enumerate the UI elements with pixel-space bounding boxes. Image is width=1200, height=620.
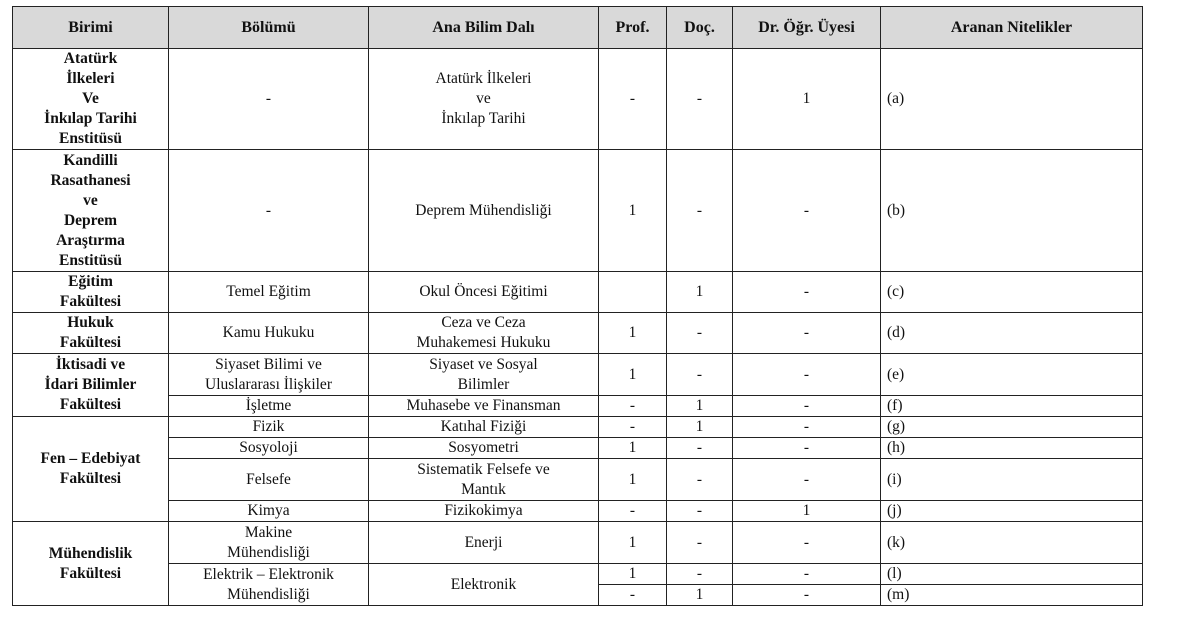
unit-fen-edebiyat: Fen – Edebiyat Fakültesi [13,417,169,522]
table-row [13,564,1143,585]
prof-cell: - [599,49,667,150]
doc-cell: - [667,459,733,501]
dr-cell: 1 [733,49,881,150]
header-row [13,7,1143,49]
unit-kandilli: Kandilli Rasathanesi ve Deprem Araştırma Enstitüsü [13,150,169,272]
bolum-cell: Temel Eğitim [169,272,369,313]
prof-cell: 1 [599,354,667,396]
dr-cell: - [733,272,881,313]
doc-cell: 1 [667,585,733,606]
nitelik-cell: (l) [881,564,1143,585]
nitelik-cell: (f) [881,396,1143,417]
prof-cell: - [599,396,667,417]
header-aranan-nitelikler: Aranan Nitelikler [881,7,1143,49]
unit-egitim: Eğitim Fakültesi [13,272,169,313]
dr-cell: 1 [733,501,881,522]
doc-cell: - [667,564,733,585]
prof-cell [599,272,667,313]
prof-cell: 1 [599,459,667,501]
prof-cell: - [599,585,667,606]
doc-cell: - [667,501,733,522]
bolum-cell: İşletme [169,396,369,417]
prof-cell: 1 [599,522,667,564]
nitelik-cell: (j) [881,501,1143,522]
abd-cell: Deprem Mühendisliği [369,150,599,272]
abd-cell: Elektronik [369,564,599,606]
dr-cell: - [733,396,881,417]
abd-cell: Atatürk İlkeleri ve İnkılap Tarihi [369,49,599,150]
unit-ataturk: Atatürk İlkeleri Ve İnkılap Tarihi Enstitüsü [13,49,169,150]
dr-cell: - [733,564,881,585]
dr-cell: - [733,150,881,272]
nitelik-cell: (m) [881,585,1143,606]
nitelik-cell: (d) [881,313,1143,354]
bolum-cell: Elektrik – Elektronik Mühendisliği [169,564,369,606]
table-row [13,522,1143,564]
table-row [13,501,1143,522]
abd-cell: Fizikokimya [369,501,599,522]
table-row [13,459,1143,501]
prof-cell: - [599,417,667,438]
nitelik-cell: (a) [881,49,1143,150]
doc-cell: - [667,354,733,396]
header-dr-ogr-uyesi: Dr. Öğr. Üyesi [733,7,881,49]
table-row [13,150,1143,272]
abd-cell: Sosyometri [369,438,599,459]
nitelik-cell: (h) [881,438,1143,459]
dr-cell: - [733,417,881,438]
doc-cell: - [667,438,733,459]
header-doc: Doç. [667,7,733,49]
abd-cell: Muhasebe ve Finansman [369,396,599,417]
abd-cell: Siyaset ve Sosyal Bilimler [369,354,599,396]
prof-cell: 1 [599,438,667,459]
table-row [13,313,1143,354]
table-row [13,396,1143,417]
nitelik-cell: (e) [881,354,1143,396]
dr-cell: - [733,313,881,354]
nitelik-cell: (b) [881,150,1143,272]
unit-muhendislik: Mühendislik Fakültesi [13,522,169,606]
bolum-cell: Siyaset Bilimi ve Uluslararası İlişkiler [169,354,369,396]
prof-cell: 1 [599,150,667,272]
dr-cell: - [733,459,881,501]
table-row [13,272,1143,313]
header-ana-bilim-dali: Ana Bilim Dalı [369,7,599,49]
doc-cell: - [667,150,733,272]
prof-cell: - [599,501,667,522]
dr-cell: - [733,354,881,396]
academic-positions-table [12,6,1143,606]
nitelik-cell: (g) [881,417,1143,438]
bolum-cell: Makine Mühendisliği [169,522,369,564]
bolum-cell: - [169,150,369,272]
abd-cell: Enerji [369,522,599,564]
bolum-cell: Kamu Hukuku [169,313,369,354]
prof-cell: 1 [599,564,667,585]
unit-iktisadi: İktisadi ve İdari Bilimler Fakültesi [13,354,169,417]
table-row [13,417,1143,438]
bolum-cell: Kimya [169,501,369,522]
abd-cell: Ceza ve Ceza Muhakemesi Hukuku [369,313,599,354]
doc-cell: 1 [667,417,733,438]
dr-cell: - [733,522,881,564]
bolum-cell: Felsefe [169,459,369,501]
doc-cell: 1 [667,396,733,417]
header-birimi: Birimi [13,7,169,49]
doc-cell: 1 [667,272,733,313]
position-table-container [12,6,1142,603]
dr-cell: - [733,585,881,606]
nitelik-cell: (k) [881,522,1143,564]
bolum-cell: - [169,49,369,150]
nitelik-cell: (i) [881,459,1143,501]
bolum-cell: Fizik [169,417,369,438]
doc-cell: - [667,49,733,150]
dr-cell: - [733,438,881,459]
table-row [13,49,1143,150]
prof-cell: 1 [599,313,667,354]
table-row [13,354,1143,396]
table-row [13,438,1143,459]
doc-cell: - [667,313,733,354]
header-prof: Prof. [599,7,667,49]
doc-cell: - [667,522,733,564]
abd-cell: Katıhal Fiziği [369,417,599,438]
header-bolumu: Bölümü [169,7,369,49]
nitelik-cell: (c) [881,272,1143,313]
abd-cell: Sistematik Felsefe ve Mantık [369,459,599,501]
unit-hukuk: Hukuk Fakültesi [13,313,169,354]
bolum-cell: Sosyoloji [169,438,369,459]
abd-cell: Okul Öncesi Eğitimi [369,272,599,313]
